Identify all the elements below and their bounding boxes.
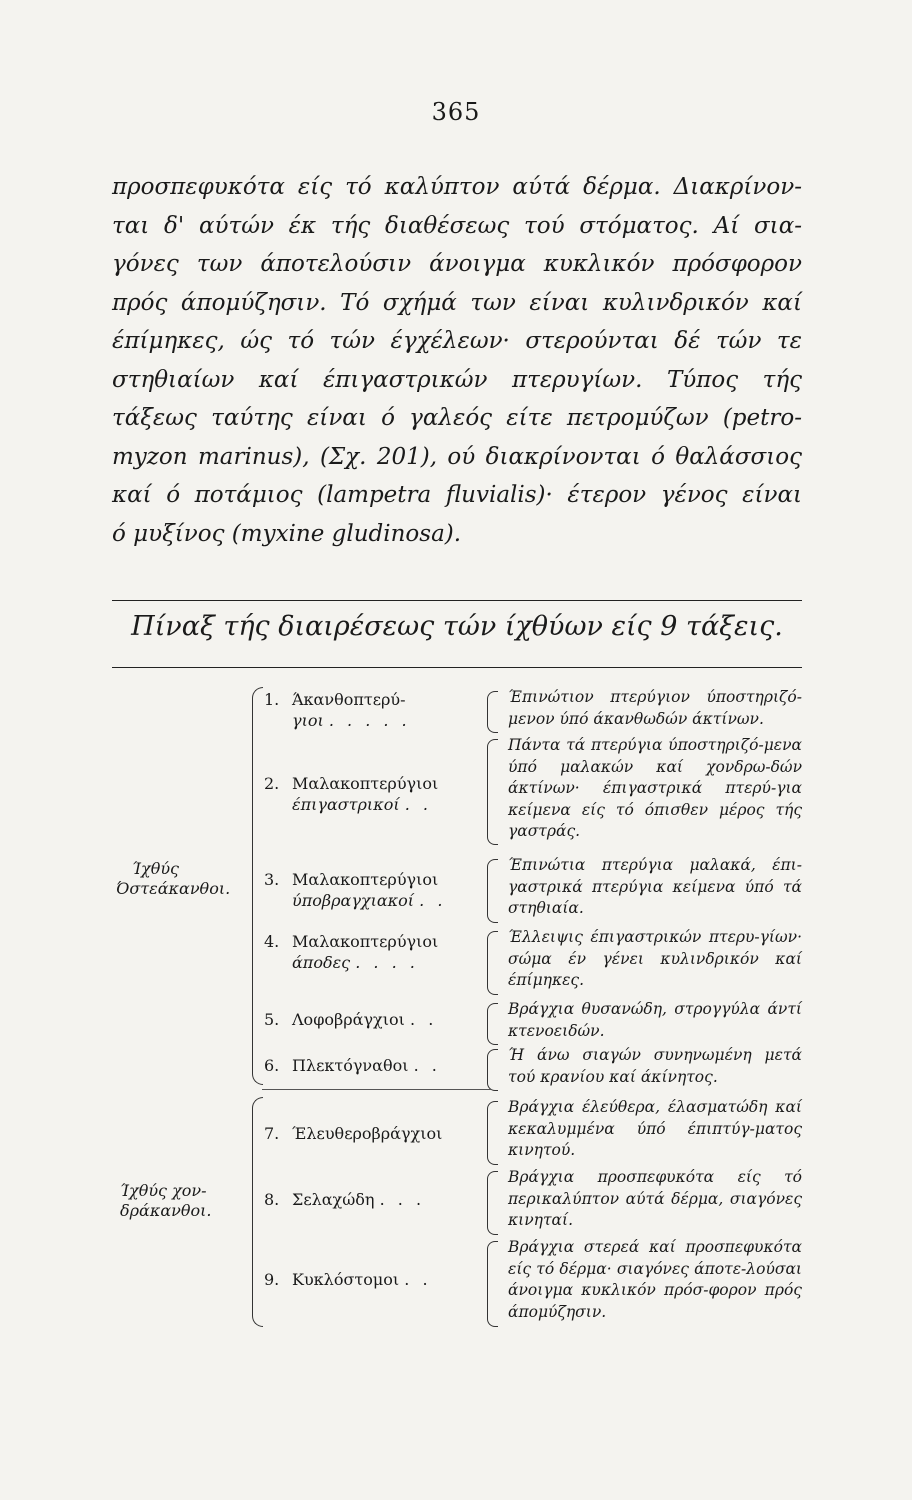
- group-label-osteacanthi: [116, 859, 246, 899]
- body-line: προσπεφυκότα είς τό καλύπτον αύτά δέρμα. Διακρίνον-: [112, 174, 802, 200]
- order-description: Βράγχια έλεύθερα, έλασματώδη καί κεκαλυμμένα ύπό έπιπτύγ-ματος κινητού.: [508, 1098, 802, 1159]
- order-row-7: [264, 1123, 476, 1144]
- order-name: Άκανθοπτερύ-: [292, 690, 406, 709]
- order-name: Έλευθεροβράγχιοι: [292, 1124, 443, 1143]
- table-title: Πίναξ τής διαιρέσεως τών ίχθύων είς 9 τάξεις.: [131, 611, 783, 642]
- order-name-cont: ύποβραγχιακοί: [292, 891, 415, 910]
- order-number: 7.: [264, 1124, 280, 1143]
- body-line: myzon marinus), (Σχ. 201), ού διακρίνονται ό θαλάσσιος: [112, 443, 802, 470]
- order-row-8: [264, 1189, 476, 1210]
- order-description: Ή άνω σιαγών συνηνωμένη μετά τού κρανίου καί άκίνητος.: [508, 1046, 802, 1086]
- brace: [487, 1241, 498, 1327]
- order-description: Έλλειψις έπιγαστρικών πτερυ-γίων· σώμα έν γένει κυλινδρικόν καί έπίμηκες.: [508, 928, 802, 989]
- order-number: 9.: [264, 1270, 280, 1289]
- group-label-line: δράκανθοι.: [120, 1201, 212, 1220]
- order-number: 3.: [264, 870, 280, 889]
- brace: [487, 931, 498, 995]
- brace: [487, 1003, 498, 1045]
- leader-dots: . .: [410, 1010, 438, 1029]
- leader-dots: . .: [419, 891, 447, 910]
- body-line: ό μυξίνος (myxine gludinosa).: [112, 520, 462, 547]
- order-number: 1.: [264, 690, 280, 709]
- order-description: Βράγχια προσπεφυκότα είς τό περικαλύπτον αύτά δέρμα, σιαγόνες κινηταί.: [508, 1168, 802, 1229]
- classification-table: [112, 600, 802, 1325]
- order-name: Λοφοβράγχιοι: [292, 1010, 405, 1029]
- order-description: Έπινώτια πτερύγια μαλακά, έπι-γαστρικά πτερύγια κείμενα ύπό τά στηθιαία.: [508, 856, 802, 917]
- order-name: Μαλακοπτερύγιοι: [292, 774, 439, 793]
- group-label-line: Όστεάκανθοι.: [116, 879, 231, 898]
- order-row-3: [264, 869, 476, 911]
- group-label-chondracanthi: [116, 1181, 246, 1221]
- order-description: Βράγχια στερεά καί προσπεφυκότα είς τό δέρμα· σιαγόνες άποτε-λούσαι άνοιγμα κυκλικόν πρόσ-φορον πρός άπομύζησιν.: [508, 1238, 802, 1321]
- leader-dots: . .: [404, 1270, 432, 1289]
- brace: [487, 859, 498, 923]
- order-row-2: [264, 773, 476, 815]
- order-name: Μαλακοπτερύγιοι: [292, 870, 439, 889]
- order-row-6: [264, 1055, 476, 1076]
- divider: [262, 1089, 492, 1090]
- order-number: 4.: [264, 932, 280, 951]
- order-number: 5.: [264, 1010, 280, 1029]
- body-line: πρός άπομύζησιν. Τό σχήμά των είναι κυλινδρικόν καί: [112, 289, 802, 316]
- order-name: Σελαχώδη: [292, 1190, 375, 1209]
- body-line: ται δ' αύτών έκ τής διαθέσεως τού στόματος. Αί σια-: [112, 212, 802, 239]
- brace: [487, 1101, 498, 1165]
- brace: [487, 1171, 498, 1235]
- group-label-line: Ίχθύς: [132, 859, 180, 878]
- body-paragraph: [112, 168, 802, 553]
- body-line: έπίμηκες, ώς τό τών έγχέλεων· στερούνται δέ τών τε: [112, 328, 802, 354]
- brace: [487, 691, 498, 733]
- group-bracket: [252, 1097, 263, 1327]
- order-row-1: [264, 689, 476, 731]
- order-name: Κυκλόστομοι: [292, 1270, 400, 1289]
- order-description: Πάντα τά πτερύγια ύποστηριζό-μενα ύπό μαλακών καί χονδρω-δών άκτίνων· έπιγαστρικά πτερύ-για κείμενα είς τό όπισθεν μέρος τής γαστράς.: [508, 736, 802, 840]
- leader-dots: . .: [413, 1056, 441, 1075]
- order-row-4: [264, 931, 476, 973]
- order-description: Έπινώτιον πτερύγιον ύποστηριζό-μενον ύπό άκανθωδών άκτίνων.: [508, 688, 802, 728]
- page-number: 365: [431, 98, 481, 126]
- body-line: στηθιαίων καί έπιγαστρικών πτερυγίων. Τύπος τής: [112, 366, 802, 393]
- order-name-cont: άποδες: [292, 953, 351, 972]
- order-name-cont: γιοι: [292, 711, 324, 730]
- body-line: καί ό ποτάμιος (lampetra fluvialis)· έτερον γένος είναι: [112, 482, 802, 508]
- body-line: γόνες των άποτελούσιν άνοιγμα κυκλικόν πρόσφορον: [112, 251, 802, 277]
- order-name-cont: έπιγαστρικοί: [292, 795, 400, 814]
- title-rule: [112, 667, 802, 668]
- order-name: Πλεκτόγναθοι: [292, 1056, 409, 1075]
- leader-dots: . . . . .: [328, 711, 411, 730]
- order-row-5: [264, 1009, 476, 1030]
- group-label-line: Ίχθύς χον-: [120, 1181, 207, 1200]
- body-line: τάξεως ταύτης είναι ό γαλεός είτε πετρομύζων (petro-: [112, 405, 802, 431]
- order-row-9: [264, 1269, 476, 1290]
- group-bracket: [252, 687, 263, 1085]
- order-description: Βράγχια θυσανώδη, στρογγύλα άντί κτενοειδών.: [508, 1000, 802, 1040]
- order-number: 6.: [264, 1056, 280, 1075]
- order-number: 2.: [264, 774, 280, 793]
- leader-dots: . . .: [379, 1190, 426, 1209]
- order-number: 8.: [264, 1190, 280, 1209]
- leader-dots: . .: [404, 795, 432, 814]
- leader-dots: . . . .: [355, 953, 419, 972]
- order-name: Μαλακοπτερύγιοι: [292, 932, 439, 951]
- brace: [487, 739, 498, 845]
- brace: [487, 1049, 498, 1091]
